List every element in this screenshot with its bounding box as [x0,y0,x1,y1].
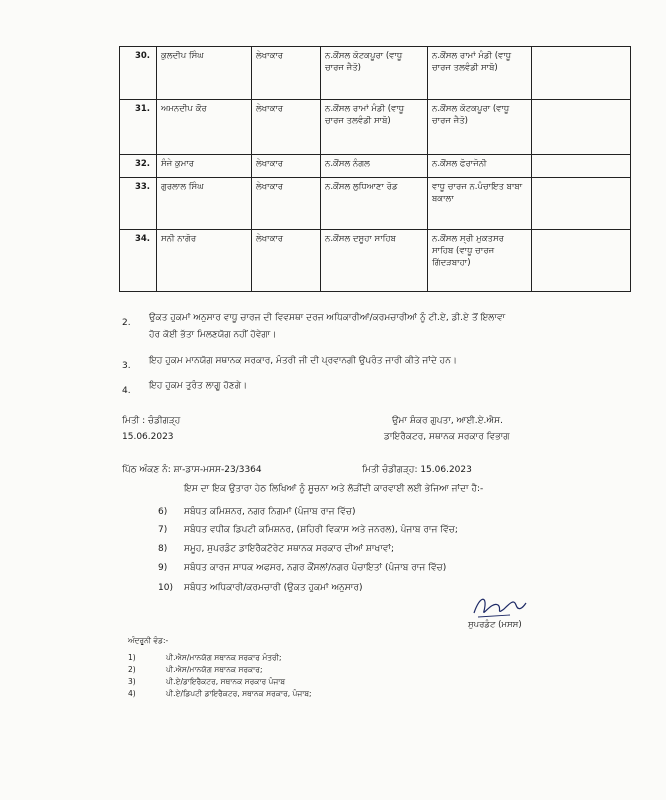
endorsement-intro: ਇਸ ਦਾ ਇਕ ਉਤਾਰਾ ਹੇਠ ਲਿਖਿਆਂ ਨੂੰ ਸੂਚਨਾ ਅਤੇ ਲੋੜੀਂਦੀ ਕਾਰਵਾਈ ਲਈ ਭੇਜਿਆ ਜਾਂਦਾ ਹੈ:- [184,484,484,494]
recipient-number: 9) [158,563,168,573]
table-row [120,230,631,292]
recipient-number: 6) [158,507,168,517]
cc-text: ਪੀ.ਐਸ/ਮਾਨਯੋਗ ਸਥਾਨਕ ਸਰਕਾਰ ਮੰਤਰੀ; [166,653,282,662]
signatory-designation: ਡਾਇਰੈਕਟਰ, ਸਥਾਨਕ ਸਰਕਾਰ ਵਿਭਾਗ [384,432,510,442]
cc-number: 1) [128,653,136,662]
endorsement-date: ਮਿਤੀ ਚੰਡੀਗੜ੍ਹ: 15.06.2023 [362,465,472,475]
superintendent-label: ਸੁਪਰਡੰਟ (ਮਸਸ) [468,620,522,630]
row-number: 32. [120,155,157,178]
recipient-item [158,525,458,535]
remarks-cell [532,100,631,155]
remarks-cell [532,178,631,230]
table-row [120,155,631,178]
order-paragraph: ਇਹ ਹੁਕਮ ਮਾਨਯੋਗ ਸਥਾਨਕ ਸਰਕਾਰ, ਮੰਤਰੀ ਜੀ ਦੀ ਪ੍ਰਵਾਨਗੀ ਉਪਰੰਤ ਜਾਰੀ ਕੀਤੇ ਜਾਂਦੇ ਹਨ। [149,356,457,366]
employee-name: ਗੁਰਲਾਲ ਸਿੰਘ [157,178,252,230]
signatory-name: ਉਮਾ ਸ਼ੰਕਰ ਗੁਪਤਾ, ਆਈ.ਏ.ਐਸ. [392,416,503,426]
employee-name: ਸੰਜੇ ਕੁਮਾਰ [157,155,252,178]
cc-number: 4) [128,689,136,698]
posted-to: ਨ.ਕੌਂਸਲ ਕੋਟਕਪੂਰਾ (ਵਾਧੂ ਚਾਰਜ ਜੈਤੋ) [428,100,532,155]
item-number: 2. [122,318,131,328]
recipient-text: ਸਮੂਹ, ਸੁਪਰਡੰਟ ਡਾਇਰੈਕਟੋਰੇਟ ਸਥਾਨਕ ਸਰਕਾਰ ਦੀਆਂ ਸ਼ਾਖਾਵਾਂ; [184,544,394,554]
table-row [120,100,631,155]
cc-label: ਅੰਦਰੂਨੀ ਵੰਡ:- [128,636,169,645]
order-paragraph: ਇਹ ਹੁਕਮ ਤੁਰੰਤ ਲਾਗੂ ਹੋਣਗੇ। [149,381,248,391]
remarks-cell [532,230,631,292]
posted-from: ਨ.ਕੌਂਸਲ ਦਸੂਹਾ ਸਾਹਿਬ [321,230,428,292]
employee-post: ਲੇਖਾਕਾਰ [252,230,321,292]
recipient-item [158,583,362,593]
employee-name: ਸਨੀ ਨਾਗੋਰ [157,230,252,292]
cc-item [128,689,312,699]
item-number: 4. [122,386,131,396]
row-number: 34. [120,230,157,292]
posted-to: ਨ.ਕੌਂਸਲ ਫੋਰਾਜੋਨੀ [428,155,532,178]
posted-from: ਨ.ਕੌਂਸਲ ਕੋਟਕਪੂਰਾ (ਵਾਧੂ ਚਾਰਜ ਜੈਤੋ) [321,47,428,100]
posted-from: ਨ.ਕੌਂਸਲ ਰਾਮਾਂ ਮੰਡੀ (ਵਾਧੂ ਚਾਰਜ ਤਲਵੰਡੀ ਸਾਬੋ) [321,100,428,155]
cc-item [128,665,262,675]
table-row [120,178,631,230]
row-number: 33. [120,178,157,230]
transfer-table [119,46,631,292]
posted-from: ਨ.ਕੌਂਸਲ ਲੁਧਿਆਣਾ ਰੋਡ [321,178,428,230]
remarks-cell [532,47,631,100]
endorsement-ref: ਪਿੱਠ ਅੰਕਣ ਨੰ: ਸ਼ਾ-ਡਾਸ-ਮਸਸ-23/3364 [122,465,262,475]
posted-to: ਵਾਧੂ ਚਾਰਜ ਨ.ਪੰਚਾਇਤ ਬਾਬਾ ਬਕਾਲਾ [428,178,532,230]
recipient-item [158,563,446,573]
order-paragraph: ਉਕਤ ਹੁਕਮਾਂ ਅਨੁਸਾਰ ਵਾਧੂ ਚਾਰਜ ਦੀ ਵਿਵਸਥਾ ਦਰਜ ਅਧਿਕਾਰੀਆਂ/ਕਰਮਚਾਰੀਆਂ ਨੂੰ ਟੀ.ਏ, ਡੀ.ਏ ਤੋਂ ਇਲਾਵਾ ਹੋਰ ਕੋਈ ਭੱਤਾ ਮਿਲਣਯੋਗ ਨਹੀਂ ਹੋਵੇਗਾ। [149,313,506,340]
employee-post: ਲੇਖਾਕਾਰ [252,47,321,100]
cc-text: ਪੀ.ਐਸ/ਮਾਨਯੋਗ ਸਥਾਨਕ ਸਰਕਾਰ; [166,665,263,674]
order-date: 15.06.2023 [122,432,174,442]
employee-post: ਲੇਖਾਕਾਰ [252,100,321,155]
employee-post: ਲੇਖਾਕਾਰ [252,155,321,178]
recipient-item [158,507,355,517]
cc-item [128,653,282,663]
cc-text: ਪੀ.ਏ/ਡਿਪਟੀ ਡਾਇਰੈਕਟਰ, ਸਥਾਨਕ ਸਰਕਾਰ, ਪੰਜਾਬ; [166,689,312,698]
posted-from: ਨ.ਕੌਂਸਲ ਨੰਗਲ [321,155,428,178]
cc-item [128,677,285,687]
employee-post: ਲੇਖਾਕਾਰ [252,178,321,230]
cc-number: 2) [128,665,136,674]
cc-number: 3) [128,677,136,686]
employee-name: ਅਮਨਦੀਪ ਕੌਰ [157,100,252,155]
item-number: 3. [122,361,131,371]
remarks-cell [532,155,631,178]
recipient-text: ਸਬੰਧਤ ਕਮਿਸ਼ਨਰ, ਨਗਰ ਨਿਗਮਾਂ (ਪੰਜਾਬ ਰਾਜ ਵਿੱਚ) [184,507,356,517]
cc-text: ਪੀ.ਏ/ਡਾਇਰੈਕਟਰ, ਸਥਾਨਕ ਸਰਕਾਰ ਪੰਜਾਬ [166,677,286,686]
employee-name: ਕੁਲਦੀਪ ਸਿੰਘ [157,47,252,100]
recipient-number: 10) [158,583,173,593]
table-row [120,47,631,100]
place-label: ਮਿਤੀ : ਚੰਡੀਗੜ੍ਹ [122,416,181,426]
recipient-text: ਸਬੰਧਤ ਅਧਿਕਾਰੀ/ਕਰਮਚਾਰੀ (ਉਕਤ ਹੁਕਮਾਂ ਅਨੁਸਾਰ) [184,583,363,593]
handwritten-signature [470,591,528,621]
posted-to: ਨ.ਕੌਂਸਲ ਸ੍ਰੀ ਮੁਕਤਸਰ ਸਾਹਿਬ (ਵਾਧੂ ਚਾਰਜ ਗਿੱਦੜਬਾਹਾ) [428,230,532,292]
recipient-number: 7) [158,525,168,535]
posted-to: ਨ.ਕੌਂਸਲ ਰਾਮਾਂ ਮੰਡੀ (ਵਾਧੂ ਚਾਰਜ ਤਲਵੰਡੀ ਸਾਬੋ) [428,47,532,100]
row-number: 30. [120,47,157,100]
recipient-text: ਸਬੰਧਤ ਵਧੀਕ ਡਿਪਟੀ ਕਮਿਸ਼ਨਰ, (ਸ਼ਹਿਰੀ ਵਿਕਾਸ ਅਤੇ ਜਨਰਲ), ਪੰਜਾਬ ਰਾਜ ਵਿੱਚ; [184,525,458,535]
recipient-item [158,544,394,554]
row-number: 31. [120,100,157,155]
recipient-number: 8) [158,544,168,554]
recipient-text: ਸਬੰਧਤ ਕਾਰਜ ਸਾਧਕ ਅਫਸਰ, ਨਗਰ ਕੌਂਸਲਾਂ/ਨਗਰ ਪੰਚਾਇਤਾਂ (ਪੰਜਾਬ ਰਾਜ ਵਿੱਚ) [184,563,447,573]
